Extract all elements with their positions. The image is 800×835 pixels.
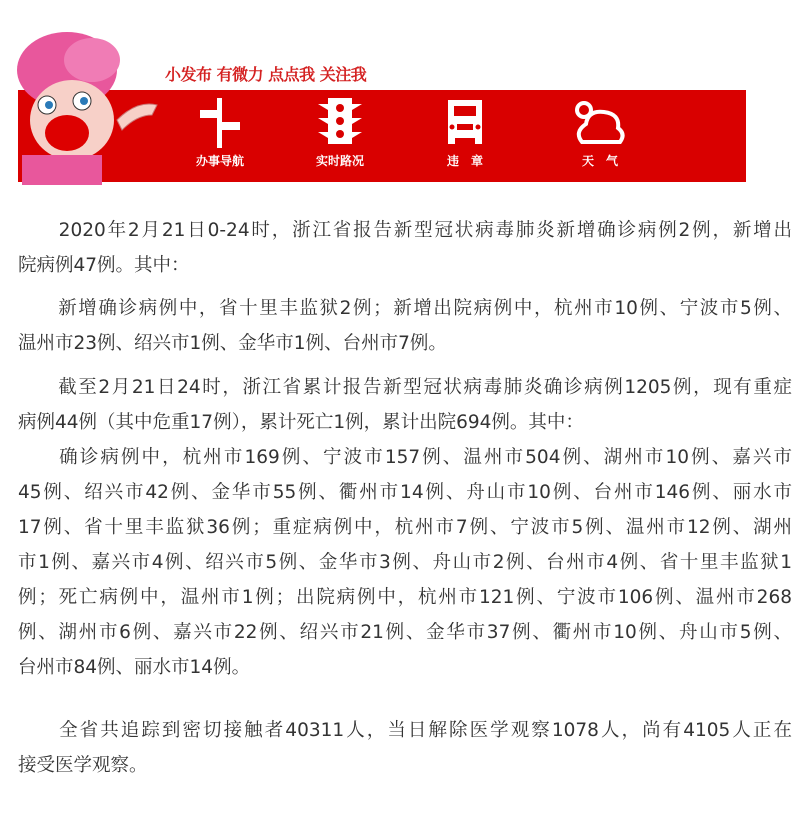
banner-slogan: 小发布 有微力 点点我 关注我 <box>165 65 367 84</box>
text-line: 温州市23例、绍兴市1例、金华市1例、台州市7例。 <box>18 333 447 354</box>
text-line: 例；死亡病例中，温州市1例；出院病例中，杭州市121例、宁波市106例、温州市268 <box>18 587 792 608</box>
text-line: 2020年2月21日0-24时，浙江省报告新型冠状病毒肺炎新增确诊病例2例，新增出 <box>18 220 792 241</box>
text-line: 病例44例（其中危重17例），累计死亡1例，累计出院694例。其中： <box>18 412 584 433</box>
article-body <box>18 213 792 783</box>
nav-label: 天 气 <box>581 154 618 168</box>
nav-label: 办事导航 <box>195 154 244 168</box>
signpost-icon <box>195 96 245 148</box>
nav-traffic[interactable] <box>295 96 385 169</box>
text-line: 17例、省十里丰监狱36例；重症病例中，杭州市7例、宁波市5例、温州市12例、湖州 <box>18 517 792 538</box>
text-line: 院病例47例。其中： <box>18 255 190 276</box>
text-line: 45例、绍兴市42例、金华市55例、衢州市14例、舟山市10例、台州市146例、丽水市 <box>18 482 792 503</box>
text-line: 接受医学观察。 <box>18 755 148 776</box>
text-line: 市1例、嘉兴市4例、绍兴市5例、金华市3例、舟山市2例、台州市4例、省十里丰监狱1 <box>18 552 792 573</box>
text-line: 例、湖州市6例、嘉兴市22例、绍兴市21例、金华市37例、衢州市10例、舟山市5例、 <box>18 622 792 643</box>
text-line: 新增确诊病例中，省十里丰监狱2例；新增出院病例中，杭州市10例、宁波市5例、 <box>18 298 792 319</box>
paragraph-close-contacts <box>18 713 792 783</box>
paragraph-new-details <box>18 291 792 361</box>
text-line: 全省共追踪到密切接触者40311人，当日解除医学观察1078人，尚有4105人正在 <box>18 720 792 741</box>
text-line: 确诊病例中，杭州市169例、宁波市157例、温州市504例、湖州市10例、嘉兴市 <box>18 447 792 468</box>
wechat-banner[interactable] <box>0 0 800 190</box>
paragraph-new-cases <box>18 213 792 283</box>
paragraph-cumulative <box>18 370 792 440</box>
text-line: 台州市84例、丽水市14例。 <box>18 657 251 678</box>
traffic-light-icon <box>315 96 365 148</box>
paragraph-city-breakdown <box>18 440 792 685</box>
nav-label: 违 章 <box>446 154 483 168</box>
nav-violation[interactable] <box>420 96 510 169</box>
nav-label: 实时路况 <box>315 154 364 168</box>
mascot-illustration <box>12 25 172 185</box>
nav-weather[interactable] <box>555 96 645 169</box>
car-icon <box>440 96 490 148</box>
nav-office-guide[interactable] <box>175 96 265 169</box>
weather-icon <box>570 96 630 148</box>
text-line: 截至2月21日24时，浙江省累计报告新型冠状病毒肺炎确诊病例1205例，现有重症 <box>18 377 792 398</box>
